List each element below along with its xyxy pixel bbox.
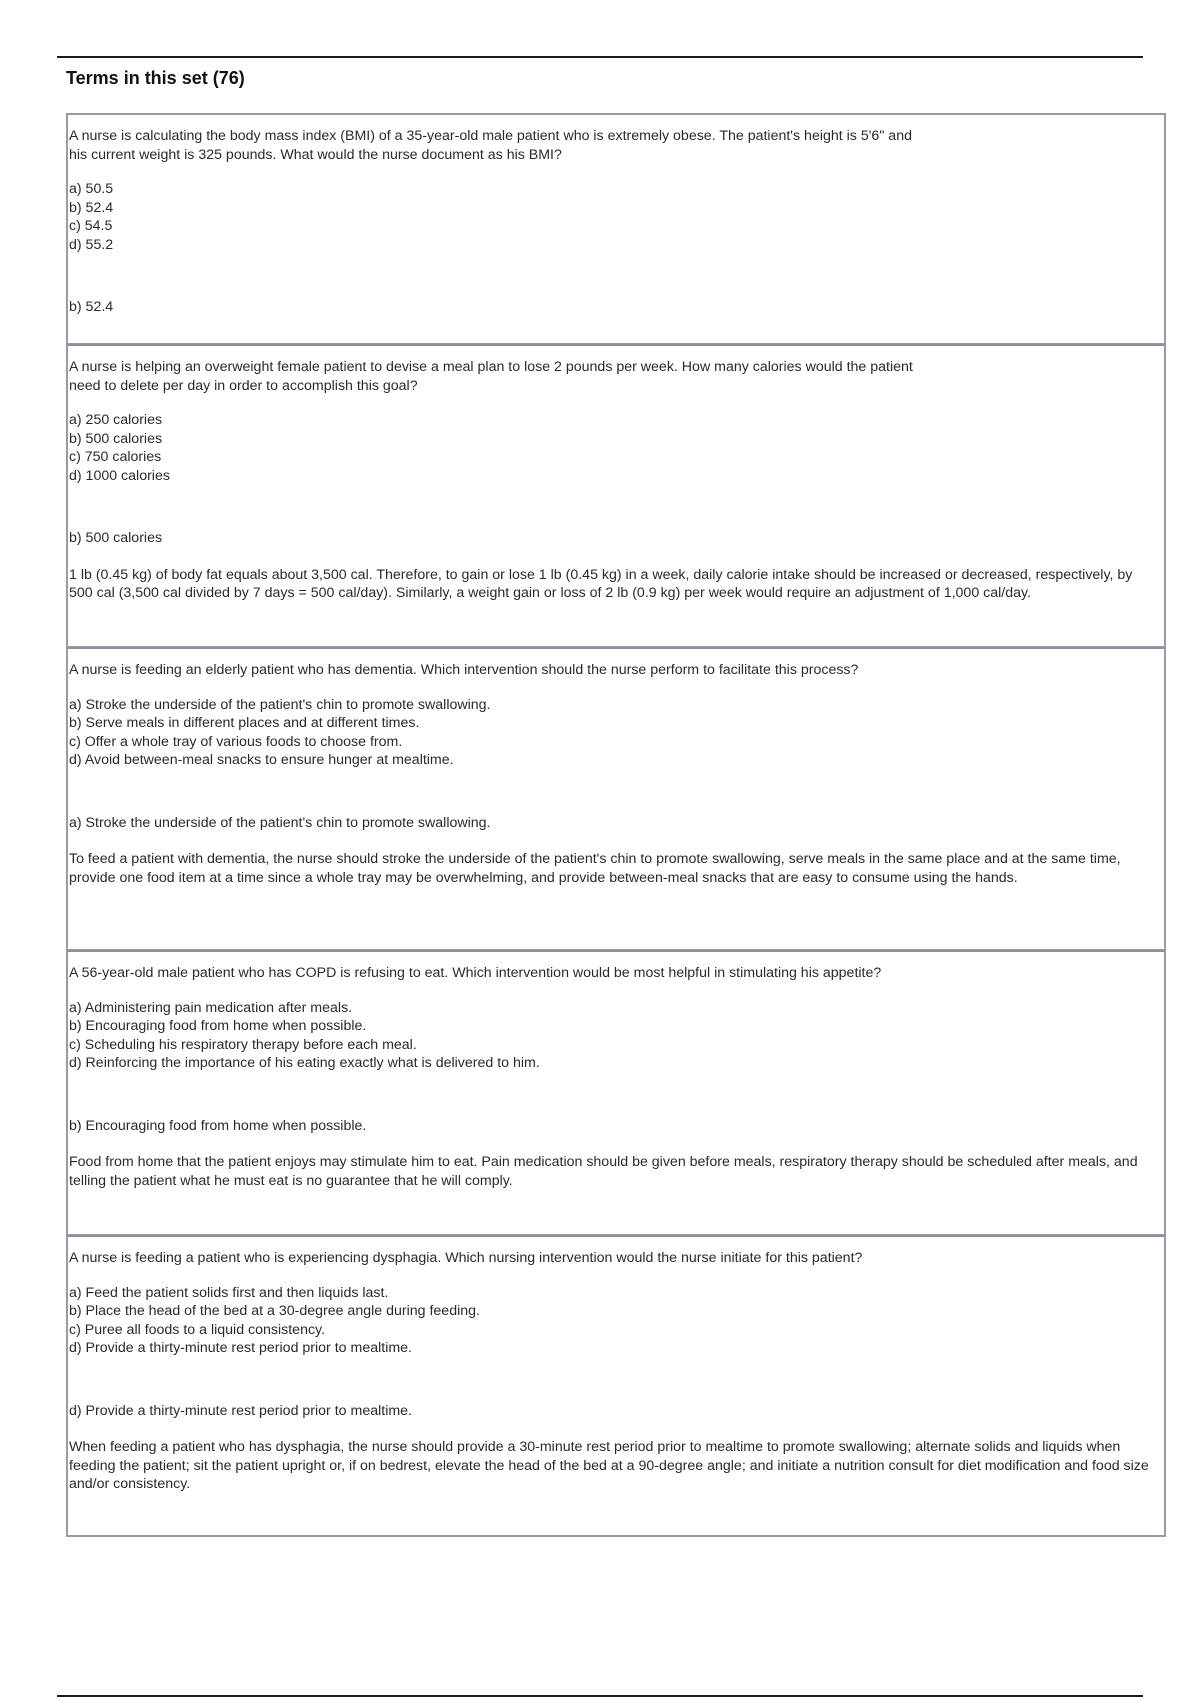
answer-options: [69, 999, 1156, 1073]
option-d: d) Avoid between-meal snacks to ensure hunger at mealtime.: [69, 752, 454, 768]
term-card: [66, 647, 1166, 950]
answer-options: [69, 696, 1156, 770]
term-card: [66, 113, 1166, 344]
term-card: [66, 344, 1166, 647]
top-rule: [57, 56, 1143, 58]
correct-answer: b) 52.4: [69, 299, 114, 315]
set-title: Terms in this set (76): [66, 68, 245, 88]
explanation-text: Food from home that the patient enjoys may stimulate him to eat. Pain medication should be given before meals, respiratory therapy should be scheduled after meals, and telling the patient what he must eat is no guarantee that he will comply.: [69, 1154, 1138, 1189]
option-c: c) Offer a whole tray of various foods to choose from.: [69, 733, 403, 750]
term-card: [66, 1235, 1166, 1537]
option-b: b) Place the head of the bed at a 30-degree angle during feeding.: [69, 1303, 480, 1319]
option-c: c) Scheduling his respiratory therapy before each meal.: [69, 1036, 417, 1053]
question-text: A nurse is feeding a patient who is experiencing dysphagia. Which nursing intervention would the nurse initiate for this patient?: [69, 1250, 863, 1266]
question-text: A 56-year-old male patient who has COPD is refusing to eat. Which intervention would be most helpful in stimulating his appetite?: [69, 965, 882, 981]
question-text: A nurse is helping an overweight female patient to devise a meal plan to lose 2 pounds per week. How many calories would the patient need to delete per day in order to accomplish this goal?: [69, 359, 913, 394]
answer-options: [69, 180, 1156, 254]
option-b: b) 500 calories: [69, 430, 163, 447]
bottom-rule: [57, 1695, 1143, 1697]
question-text: A nurse is feeding an elderly patient who has dementia. Which intervention should the nurse perform to facilitate this process?: [69, 662, 859, 678]
option-b: b) 52.4: [69, 199, 114, 216]
correct-answer: a) Stroke the underside of the patient's chin to promote swallowing.: [69, 814, 491, 831]
option-a: a) 250 calories: [69, 412, 163, 428]
option-c: c) 750 calories: [69, 449, 162, 465]
option-c: c) 54.5: [69, 218, 113, 234]
term-card: [66, 950, 1166, 1235]
option-a: a) Administering pain medication after meals.: [69, 999, 353, 1016]
explanation-text: When feeding a patient who has dysphagia, the nurse should provide a 30-minute rest period prior to mealtime to promote swallowing; alternate solids and liquids when feeding the patient; sit the patient upright or, if on bedrest, elevate the head of the bed at a 90-degree angle; and initiate a nutrition consult for diet modification and food size and/or consistency.: [69, 1439, 1149, 1492]
option-b: b) Encouraging food from home when possible.: [69, 1018, 367, 1034]
option-d: d) Provide a thirty-minute rest period prior to mealtime.: [69, 1340, 412, 1356]
explanation-text: To feed a patient with dementia, the nurse should stroke the underside of the patient's chin to promote swallowing, serve meals in the same place and at the same time, provide one food item at a time since a whole tray may be overwhelming, and provide between-meal snacks that are easy to consume using the hands.: [69, 851, 1121, 886]
correct-answer: b) Encouraging food from home when possible.: [69, 1117, 367, 1134]
option-a: a) Feed the patient solids first and then liquids last.: [69, 1284, 389, 1301]
answer-options: [69, 1284, 1156, 1358]
answer-options: [69, 411, 1156, 485]
option-b: b) Serve meals in different places and at different times.: [69, 715, 420, 731]
option-a: a) 50.5: [69, 181, 114, 197]
option-d: d) 55.2: [69, 236, 114, 253]
question-text: A nurse is calculating the body mass index (BMI) of a 35-year-old male patient who is extremely obese. The patient's height is 5'6" and his current weight is 325 pounds. What would the nurse document as his BMI?: [69, 128, 912, 163]
option-d: d) 1000 calories: [69, 467, 170, 484]
terms-list: [66, 113, 1166, 1537]
correct-answer: b) 500 calories: [69, 530, 163, 546]
explanation-text: 1 lb (0.45 kg) of body fat equals about 3,500 cal. Therefore, to gain or lose 1 lb (0.45 kg) in a week, daily calorie intake should be increased or decreased, respectively, by 500 cal (3,500 cal divided by 7 days = 500 cal/day). Similarly, a weight gain or loss of 2 lb (0.9 kg) per week would require an adjustment of 1,000 cal/day.: [69, 566, 1133, 601]
option-c: c) Puree all foods to a liquid consistency.: [69, 1321, 326, 1338]
option-a: a) Stroke the underside of the patient's chin to promote swallowing.: [69, 696, 491, 713]
correct-answer: d) Provide a thirty-minute rest period prior to mealtime.: [69, 1402, 412, 1419]
option-d: d) Reinforcing the importance of his eating exactly what is delivered to him.: [69, 1055, 540, 1071]
